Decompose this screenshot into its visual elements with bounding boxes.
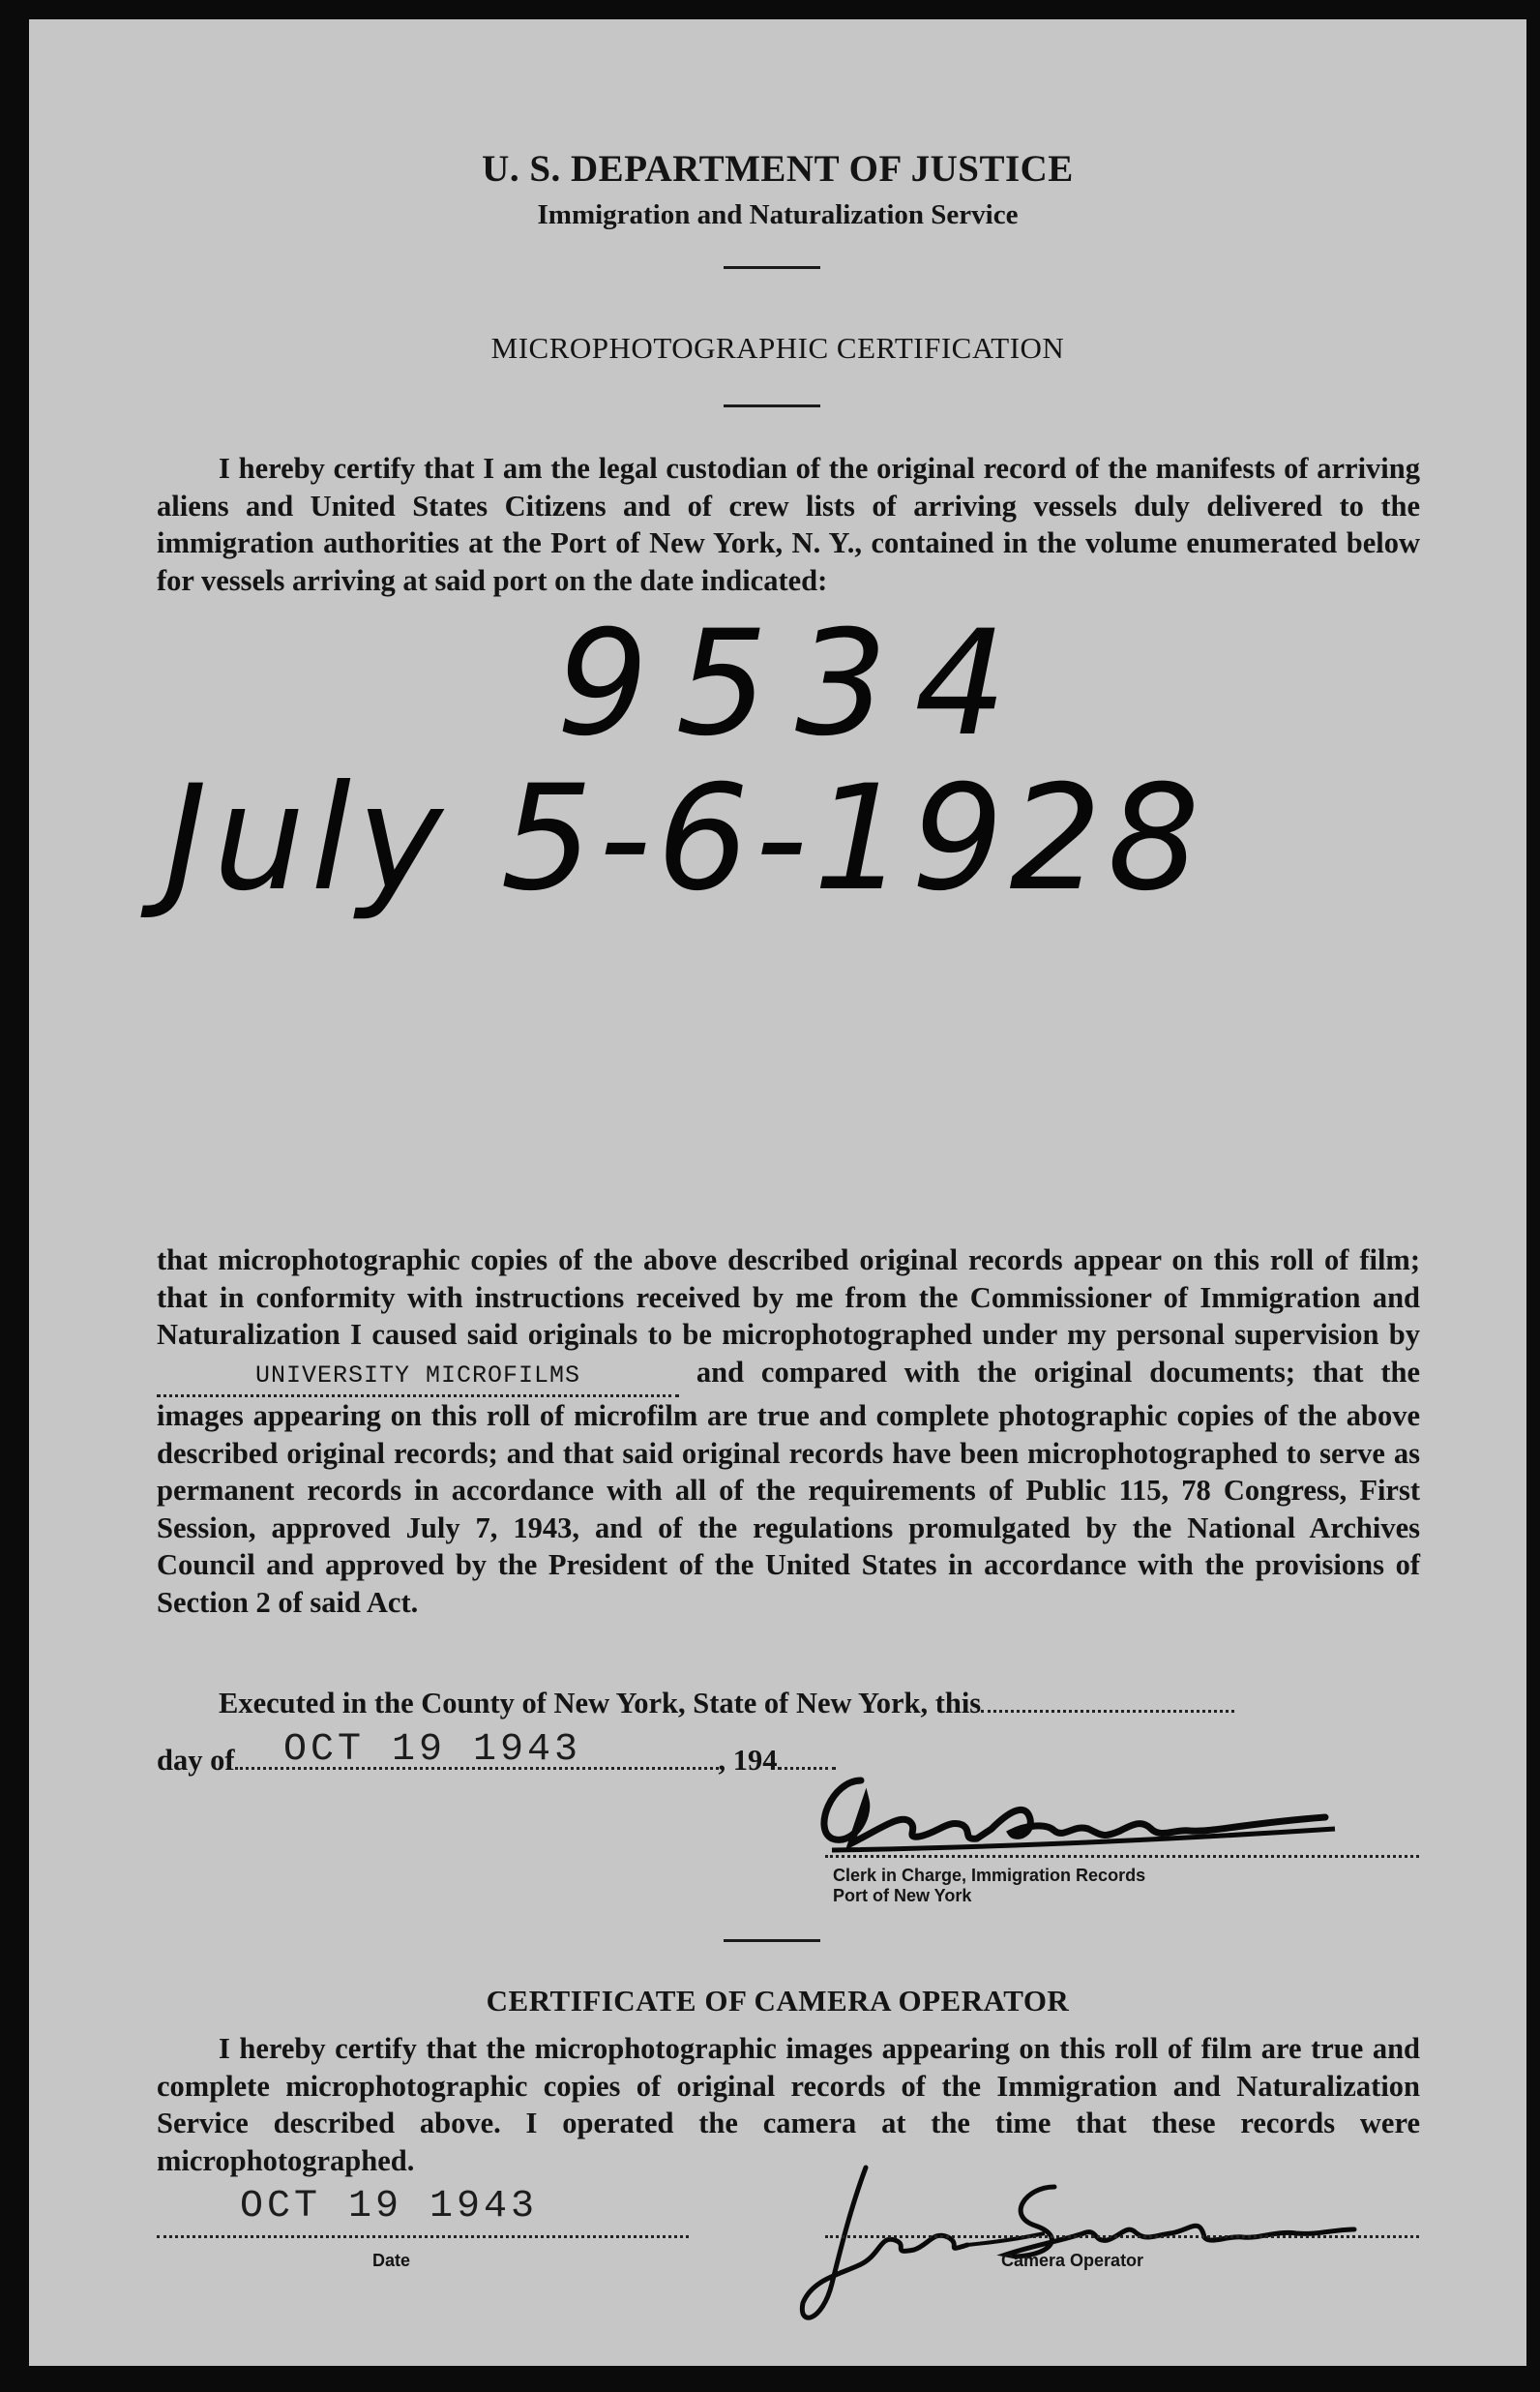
clerk-title: Clerk in Charge, Immigration Records <box>833 1866 1146 1885</box>
camera-date-stamp: OCT 19 1943 <box>240 2185 539 2228</box>
department-heading: U. S. DEPARTMENT OF JUSTICE <box>482 148 1074 190</box>
supervisor-field: UNIVERSITY MICROFILMS <box>157 1358 679 1398</box>
clerk-port: Port of New York <box>833 1886 972 1905</box>
date-label: Date <box>372 2251 411 2270</box>
camera-paragraph: I hereby certify that the microphotographic images appearing on this roll of film are true and complete microphotographic copies of original records of the Immigration and Naturalization Service described above. I operated the camera at the time that these records were microphotographed. <box>157 2032 1420 2177</box>
handwritten-record-date: July 5-6-1928 <box>164 755 1206 923</box>
body-paragraph: that microphotographic copies of the above described original records appear on this roll of film; that in conformity with instructions received by me from the Commissioner of Immigration and Naturalization I caused said originals to be microphotographed under my personal supervision by UNIVERSITY MICROFILMS and compared with the original documents; that the images appearing on this roll of microfilm are true and complete photographic copies of the above described original records; and that said original records have been microphotographed to serve as permanent records in accordance with all of the requirements of Public 115, 78 Congress, First Session, approved July 7, 1943, and of the regulations promulgated by the National Archives Council and approved by the President of the United States in accordance with the provisions of Section 2 of said Act. <box>157 1243 1420 1619</box>
divider <box>724 1939 820 1942</box>
clerk-signature <box>793 1761 1354 1868</box>
service-subheading: Immigration and Naturalization Service <box>537 199 1019 230</box>
handwritten-volume-number: 9534 <box>556 600 1034 768</box>
intro-paragraph: I hereby certify that I am the legal custodian of the original record of the manifests of arriving aliens and United States Citizens and of crew lists of arriving vessels duly delivered to the immigration authorities at the Port of New York, N. Y., contained in the volume enumerated below for vessels arriving at said port on the date indicated: <box>157 452 1420 597</box>
divider <box>724 404 820 407</box>
camera-operator-title: CERTIFICATE OF CAMERA OPERATOR <box>486 1984 1070 2018</box>
camera-operator-label: Camera Operator <box>1001 2251 1144 2270</box>
certificate-page <box>29 19 1526 2366</box>
divider <box>724 266 820 269</box>
execution-date-stamp: OCT 19 1943 <box>283 1728 582 1772</box>
date-line <box>157 2235 689 2238</box>
execution-line: Executed in the County of New York, State of New York, this <box>219 1687 1234 1720</box>
execution-date-line: day of , 194 <box>157 1744 836 1778</box>
operator-line <box>825 2235 1419 2238</box>
certification-title: MICROPHOTOGRAPHIC CERTIFICATION <box>490 331 1065 365</box>
camera-operator-signature <box>774 2148 1393 2342</box>
signature-line <box>825 1855 1419 1858</box>
